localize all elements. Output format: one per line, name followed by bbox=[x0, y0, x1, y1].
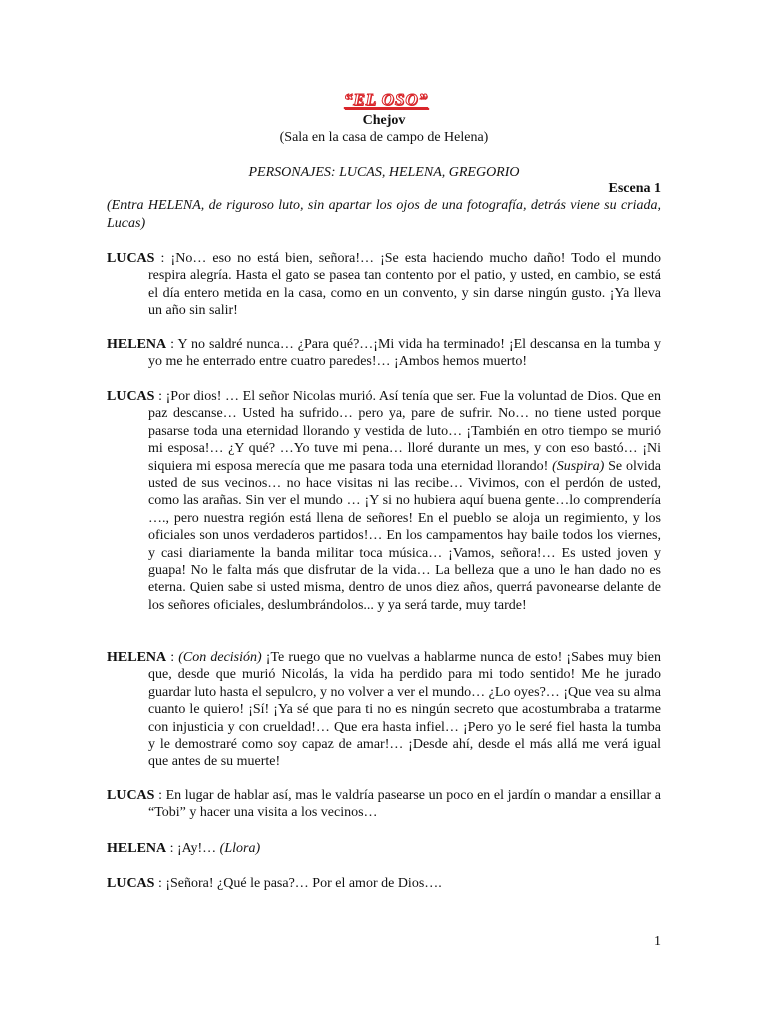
speaker-name: LUCAS bbox=[107, 389, 155, 404]
speaker-name: HELENA bbox=[107, 337, 167, 352]
dialogue-text: ¡Señora! ¿Qué le pasa?… Por el amor de Dios…. bbox=[165, 876, 442, 891]
speaker-separator: : bbox=[154, 876, 166, 891]
setting-description: (Sala en la casa de campo de Helena) bbox=[279, 130, 489, 145]
dialogue-text-continued: Se olvida usted de sus vecinos… no hace visitas ni las recibe… Vivimos, con el perdón de usted, como las arañas. Sin ver el mundo … ¡Y si no hubiera aquí buena gente…lo comprendería …., pero nuestra región está llena de señores! En el pueblo se aloja un regimiento, y los oficiales son unos verdaderos partidos!… En los campamentos hay baile todos los viernes, y casi diariamente la banda militar toca música… ¡Vamos, señora!… Es usted joven y guapa! No le falta más que disfrutar de la vida… La belleza que a uno le han dado no es eterna. Quien sabe si usted misma, dentro de unos diez años, querrá pavonearse delante de los señores oficiales, deslumbrándolos... y ya será tarde, muy tarde! bbox=[148, 458, 661, 613]
dialogue-line bbox=[107, 250, 661, 320]
dialogue-text: ¡No… eso no está bien, señora!… ¡Se esta haciendo mucho daño! Todo el mundo respira alegría. Hasta el gato se pasea tan contento por el patio, y usted, en cambio, se está el día entero metida en la casa, como en un convento, y sin darse ningún gusto. ¡Ya lleva un año sin salir! bbox=[148, 251, 661, 319]
speaker-name: LUCAS bbox=[107, 251, 155, 266]
page-number: 1 bbox=[654, 934, 661, 949]
dialogue-line bbox=[107, 649, 661, 771]
stage-cue: (Llora) bbox=[219, 841, 261, 856]
speaker-separator: : bbox=[166, 841, 178, 856]
speaker-name: LUCAS bbox=[107, 876, 155, 891]
dialogue-line bbox=[107, 875, 661, 892]
dialogue-text: ¡Por dios! … El señor Nicolas murió. Así tenía que ser. Fue la voluntad de Dios. Que en paz descanse… Usted ha sufrido… pero ya, pare de sufrir. No… no tiene usted porque pasarse toda una eternidad llorando y vestida de luto… ¡También en otro tiempo se murió mi esposa!… ¿Y qué? …Yo tuve mi pena… lloré durante un mes, y con eso bastó… ¡Ni siquiera mi esposa merecía que me pasara toda una eternidad llorando! bbox=[148, 389, 662, 474]
dialogue-text: En lugar de hablar así, mas le valdría pasearse un poco en el jardín o mandar a ensillar a “Tobi” y hacer una visita a los vecinos… bbox=[148, 788, 661, 821]
speaker-name: LUCAS bbox=[107, 788, 155, 803]
characters-list: PERSONAJES: LUCAS, HELENA, GREGORIO bbox=[248, 165, 520, 180]
dialogue-text: Y no saldré nunca… ¿Para qué?…¡Mi vida ha terminado! ¡El descansa en la tumba y yo me he enterrado entre cuatro paredes!… ¡Ambos hemos muerto! bbox=[148, 337, 661, 370]
dialogue-line bbox=[107, 787, 661, 822]
speaker-separator: : bbox=[166, 337, 178, 352]
title-block bbox=[0, 90, 768, 146]
stage-cue: (Con decisión) bbox=[178, 650, 262, 665]
dialogue-line bbox=[107, 840, 661, 857]
dialogue-text: ¡Ay!… bbox=[177, 841, 220, 856]
dialogue-line bbox=[107, 336, 661, 371]
play-title: “EL OSO” bbox=[343, 90, 429, 109]
speaker-separator: : bbox=[154, 251, 171, 266]
author-name: Chejov bbox=[362, 113, 406, 128]
scene-heading: Escena 1 bbox=[608, 181, 661, 196]
stage-direction: (Entra HELENA, de riguroso luto, sin apartar los ojos de una fotografía, detrás viene su criada, Lucas) bbox=[107, 198, 661, 231]
stage-cue: (Suspira) bbox=[552, 458, 605, 474]
speaker-name: HELENA bbox=[107, 841, 167, 856]
speaker-name: HELENA bbox=[107, 650, 167, 665]
dialogue-text: ¡Te ruego que no vuelvas a hablarme nunca de esto! ¡Sabes muy bien que, desde que murió Nicolás, la vida ha perdido para mi todo sentido! Me he jurado guardar luto hasta el sepulcro, y no volver a ver el mundo… ¿Lo oyes?… ¡Que vea su alma cuanto le quiero! ¡Sí! ¡Ya sé que para ti no es ningún secreto que acostumbraba a tratarme con injusticia y con crueldad!… Que era hasta infiel… ¡Pero yo le seré fiel hasta la tumba y le demostraré como soy capaz de amar!… ¡Desde ahí, desde el más allá me verá igual que antes de su muerte! bbox=[148, 650, 661, 770]
speaker-separator: : bbox=[166, 650, 179, 665]
speaker-separator: : bbox=[154, 389, 166, 404]
dialogue-line bbox=[107, 388, 661, 614]
speaker-separator: : bbox=[154, 788, 166, 803]
